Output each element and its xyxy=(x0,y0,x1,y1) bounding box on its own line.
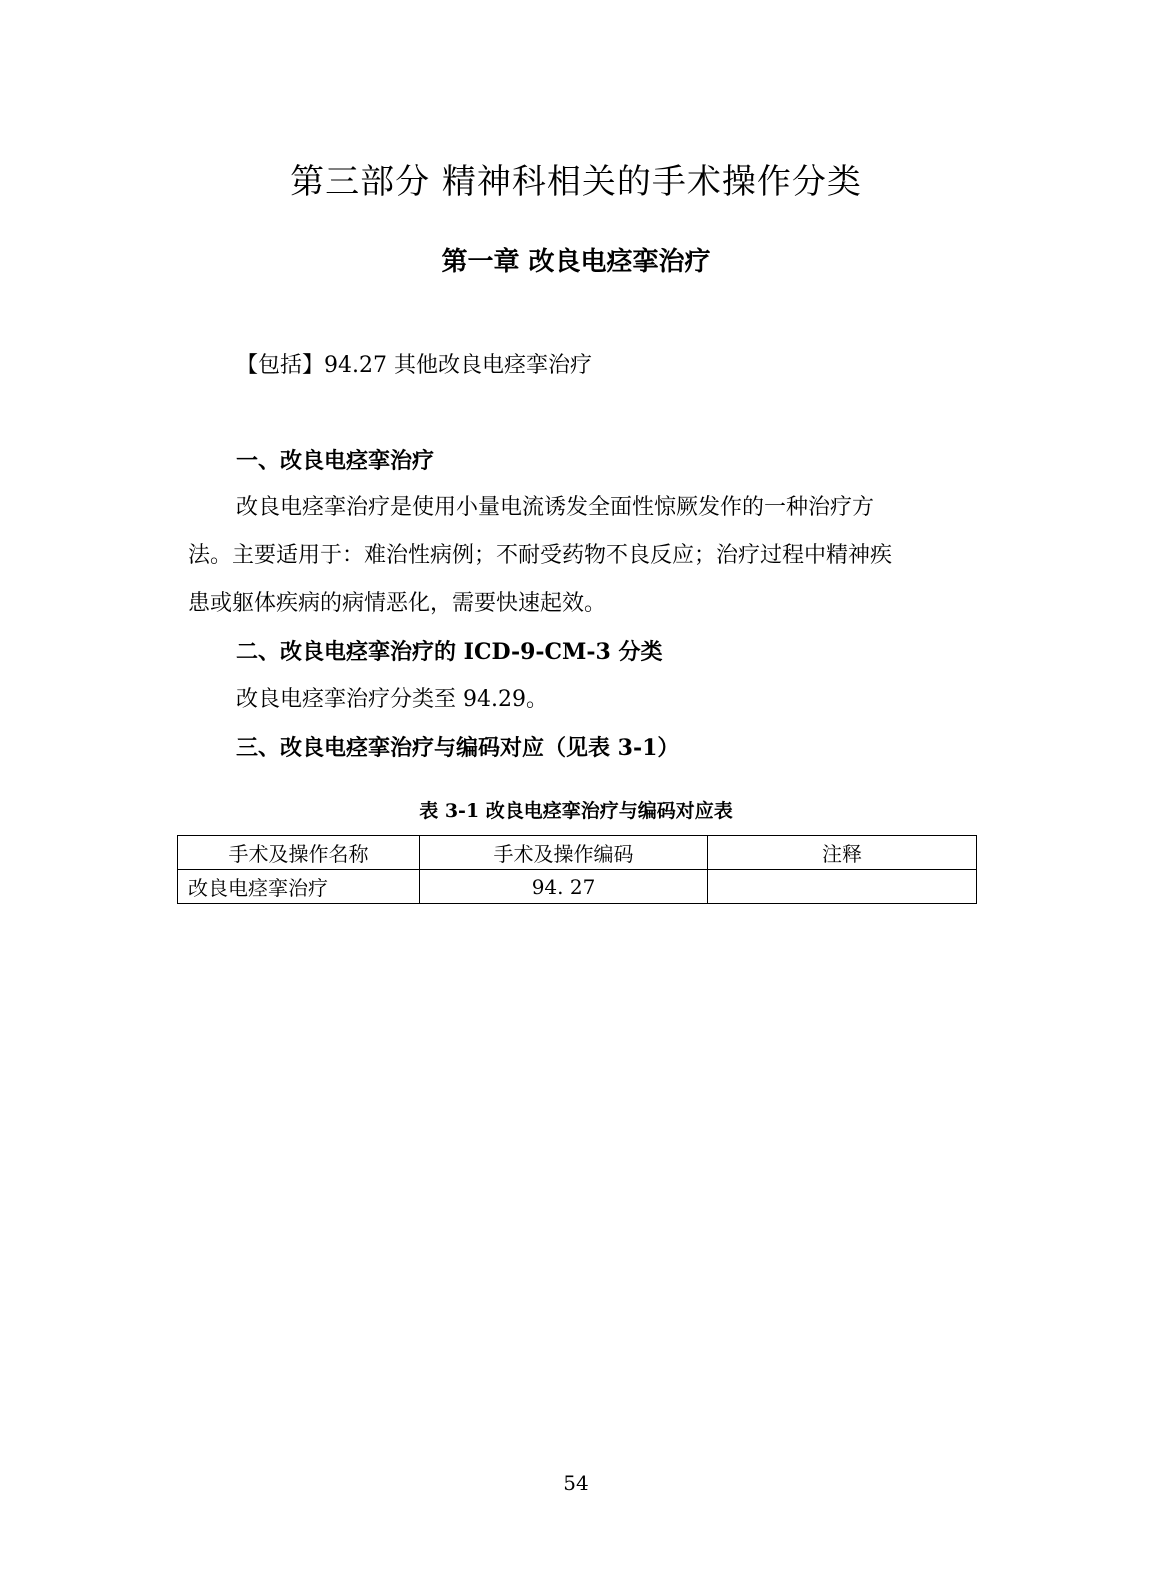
table-row xyxy=(178,870,977,904)
chapter-title: 第一章 改良电痉挛治疗 xyxy=(441,247,711,277)
code-table xyxy=(177,835,977,904)
include-line: 【包括】94.27 其他改良电痉挛治疗 xyxy=(236,353,592,378)
section-heading-1: 一、改良电痉挛治疗 xyxy=(236,448,435,474)
table-header-cell: 注释 xyxy=(708,836,977,870)
paragraph-line: 改良电痉挛治疗分类至 94.29。 xyxy=(236,687,548,712)
paragraph-line: 法。主要适用于：难治性病例；不耐受药物不良反应；治疗过程中精神疾 xyxy=(188,543,893,568)
section-heading-3: 三、改良电痉挛治疗与编码对应（见表 3-1） xyxy=(236,735,680,761)
paragraph-line: 改良电痉挛治疗是使用小量电流诱发全面性惊厥发作的一种治疗方 xyxy=(236,495,875,520)
paragraph-line: 患或躯体疾病的病情恶化，需要快速起效。 xyxy=(188,591,607,616)
section-heading-2: 二、改良电痉挛治疗的 ICD-9-CM-3 分类 xyxy=(236,639,663,665)
table-cell-procedure-name: 改良电痉挛治疗 xyxy=(178,870,420,904)
table-header-cell: 手术及操作名称 xyxy=(178,836,420,870)
page-number: 54 xyxy=(563,1471,589,1495)
page-title: 第三部分 精神科相关的手术操作分类 xyxy=(290,162,862,202)
table-cell-note xyxy=(708,870,977,904)
table-header-row xyxy=(178,836,977,870)
table-caption: 表 3-1 改良电痉挛治疗与编码对应表 xyxy=(419,800,733,822)
table-cell-procedure-code: 94. 27 xyxy=(420,870,708,904)
table-header-cell: 手术及操作编码 xyxy=(420,836,708,870)
